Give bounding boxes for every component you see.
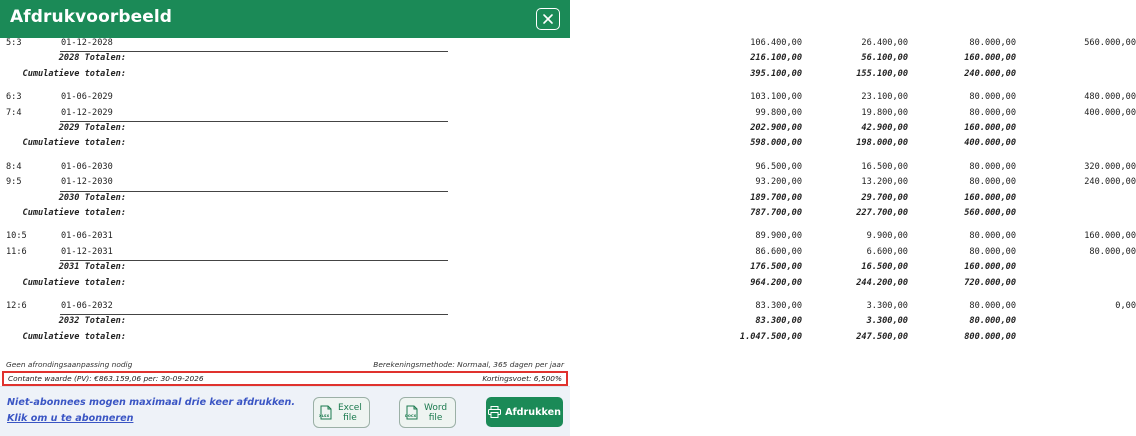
cumulative-total-row [0,68,1016,81]
amount-principal: 240.000,00 [964,68,1016,79]
year-total-row [0,123,1016,135]
amount-interest: 247.500,00 [856,331,908,342]
table-row [0,301,1136,313]
row-date: 01-06-2030 [61,161,113,172]
close-icon [543,14,553,24]
cumulative-total-row [0,208,1016,220]
amount-total: 103.100,00 [750,92,802,103]
row-label: Cumulatieve totalen: [22,277,126,288]
table-row [0,161,1136,174]
close-button[interactable] [536,8,560,30]
amount-interest: 227.700,00 [856,208,908,218]
amount-principal: 160.000,00 [964,262,1016,273]
word-export-button[interactable] [399,397,456,428]
amount-balance: 80.000,00 [1089,246,1136,257]
amount-principal: 80.000,00 [969,107,1016,118]
amount-total: 964.200,00 [750,277,802,288]
dialog-title: Afdrukvoorbeeld [10,7,173,27]
row-id: 12:6 [6,301,27,311]
row-label: 2032 Totalen: [58,316,126,327]
row-id: 8:4 [6,161,22,172]
amount-interest: 29.700,00 [861,192,908,203]
excel-tag: XLSX [319,414,330,418]
year-total-row [0,316,1016,328]
word-label-1: Word [424,402,448,413]
amount-interest: 6.600,00 [866,246,908,257]
amount-total: 86.600,00 [755,246,802,257]
table-row [0,107,1136,120]
row-label: Cumulatieve totalen: [22,68,126,79]
cumulative-total-row [0,138,1016,150]
row-date: 01-06-2032 [61,301,113,311]
row-id: 5:3 [6,38,22,48]
amount-interest: 3.300,00 [866,316,908,327]
excel-file-icon [320,405,332,420]
amount-principal: 560.000,00 [964,208,1016,218]
table-row [0,38,1136,50]
amount-principal: 400.000,00 [964,138,1016,149]
row-id: 9:5 [6,177,22,188]
row-id: 7:4 [6,107,22,118]
amount-principal: 80.000,00 [969,231,1016,242]
amount-principal: 720.000,00 [964,277,1016,288]
dialog-header [0,0,570,38]
amount-total: 598.000,00 [750,138,802,149]
table-row [0,246,1136,259]
amount-principal: 160.000,00 [964,123,1016,133]
print-label: Afdrukken [505,406,561,418]
print-button[interactable] [486,397,563,427]
dialog-footer [0,386,570,436]
row-id: 10:5 [6,231,27,242]
row-date: 01-12-2028 [61,38,113,48]
table-row [0,92,1136,104]
total-separator-line [60,260,448,261]
year-total-row [0,262,1016,274]
row-label: Cumulatieve totalen: [22,138,126,149]
amount-total: 89.900,00 [755,231,802,242]
word-tag: DOCX [405,414,417,418]
amount-principal: 160.000,00 [964,192,1016,203]
amount-total: 189.700,00 [750,192,802,203]
amount-interest: 3.300,00 [866,301,908,311]
row-date: 01-12-2030 [61,177,113,188]
method-note: Berekeningsmethode: Normaal, 365 dagen per jaar [373,360,564,369]
amount-total: 202.900,00 [750,123,802,133]
amount-principal: 80.000,00 [969,246,1016,257]
amount-principal: 80.000,00 [969,161,1016,172]
year-total-row [0,192,1016,205]
total-separator-line [60,51,448,52]
report-table [0,38,1136,353]
amount-interest: 42.900,00 [861,123,908,133]
amount-balance: 320.000,00 [1084,161,1136,172]
row-date: 01-06-2029 [61,92,113,103]
amount-total: 1.047.500,00 [739,331,802,342]
amount-principal: 80.000,00 [969,316,1016,327]
printer-icon [488,406,501,418]
amount-total: 216.100,00 [750,53,802,64]
row-label: 2030 Totalen: [58,192,126,203]
amount-interest: 19.800,00 [861,107,908,118]
row-label: Cumulatieve totalen: [22,331,126,342]
amount-principal: 160.000,00 [964,53,1016,64]
subscribe-link[interactable]: Klik om u te abonneren [7,413,134,424]
row-date: 01-12-2029 [61,107,113,118]
amount-interest: 23.100,00 [861,92,908,103]
amount-total: 99.800,00 [755,107,802,118]
table-row [0,177,1136,189]
total-separator-line [60,314,448,315]
amount-balance: 0,00 [1115,301,1136,311]
amount-interest: 155.100,00 [856,68,908,79]
subscription-message: Niet-abonnees mogen maximaal drie keer afdrukken. [7,397,296,408]
row-label: 2029 Totalen: [58,123,126,133]
amount-principal: 80.000,00 [969,38,1016,48]
amount-balance: 240.000,00 [1084,177,1136,188]
amount-total: 83.300,00 [755,301,802,311]
row-label: 2028 Totalen: [58,53,126,64]
word-file-icon [406,405,418,420]
amount-total: 93.200,00 [755,177,802,188]
amount-interest: 16.500,00 [861,262,908,273]
row-id: 11:6 [6,246,27,257]
amount-total: 395.100,00 [750,68,802,79]
row-date: 01-12-2031 [61,246,113,257]
excel-label-2: file [343,412,357,423]
amount-balance: 400.000,00 [1084,107,1136,118]
row-label: Cumulatieve totalen: [22,208,126,218]
amount-principal: 80.000,00 [969,177,1016,188]
amount-interest: 198.000,00 [856,138,908,149]
excel-export-button[interactable] [313,397,370,428]
row-date: 01-06-2031 [61,231,113,242]
amount-total: 787.700,00 [750,208,802,218]
year-total-row [0,53,1016,65]
rounding-note: Geen afrondingsaanpassing nodig [6,360,133,369]
amount-interest: 9.900,00 [866,231,908,242]
row-id: 6:3 [6,92,22,103]
excel-label-1: Excel [338,402,362,413]
amount-balance: 480.000,00 [1084,92,1136,103]
amount-interest: 26.400,00 [861,38,908,48]
total-separator-line [60,191,448,192]
present-value-text: Contante waarde (PV): €863.159,06 per: 30-09-2026 [8,374,204,383]
amount-interest: 13.200,00 [861,177,908,188]
table-row [0,231,1136,243]
amount-total: 83.300,00 [755,316,802,327]
row-label: 2031 Totalen: [58,262,126,273]
amount-principal: 800.000,00 [964,331,1016,342]
amount-total: 106.400,00 [750,38,802,48]
amount-interest: 16.500,00 [861,161,908,172]
discount-rate-text: Kortingsvoet: 6,500% [482,374,562,383]
cumulative-total-row [0,331,1016,344]
amount-principal: 80.000,00 [969,92,1016,103]
amount-principal: 80.000,00 [969,301,1016,311]
amount-total: 96.500,00 [755,161,802,172]
amount-interest: 244.200,00 [856,277,908,288]
cumulative-total-row [0,277,1016,290]
amount-total: 176.500,00 [750,262,802,273]
amount-balance: 560.000,00 [1084,38,1136,48]
present-value-box [2,371,568,386]
word-label-2: file [428,412,443,423]
amount-balance: 160.000,00 [1084,231,1136,242]
amount-interest: 56.100,00 [861,53,908,64]
total-separator-line [60,121,448,122]
